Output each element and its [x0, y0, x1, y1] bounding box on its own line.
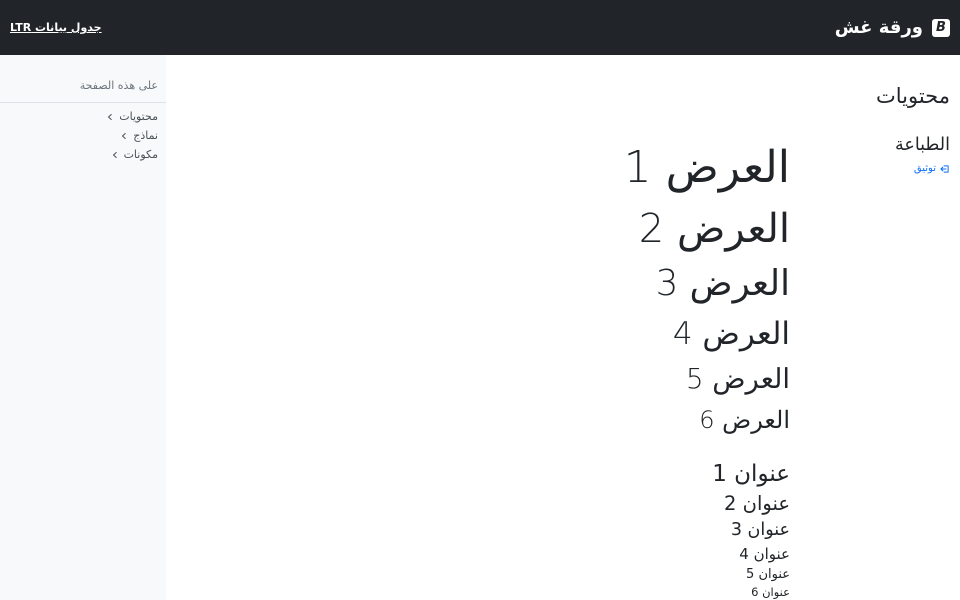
main-content [166, 55, 960, 600]
display-3: العرض 3 [655, 262, 790, 304]
headings-example [176, 461, 790, 600]
heading-2: عنوان 2 [724, 492, 790, 516]
navbar [0, 0, 960, 55]
sidebar-item-forms[interactable] [0, 126, 166, 145]
display-1: العرض 1 [623, 142, 790, 194]
brand-title: ورقة غش [834, 17, 923, 38]
sidebar-item-components[interactable] [0, 145, 166, 164]
display-2: العرض 2 [638, 205, 790, 252]
sidebar-item-label: محتويات [119, 110, 158, 123]
sidebar-item-label: مكونات [123, 148, 158, 161]
typography-examples [176, 135, 790, 600]
heading-1: عنوان 1 [712, 460, 790, 487]
sidebar-item-label: نماذج [133, 129, 158, 142]
sidebar-item-contents[interactable] [0, 107, 166, 126]
heading-4: عنوان 4 [739, 544, 790, 563]
display-5: العرض 5 [686, 362, 790, 395]
display-4: العرض 4 [672, 315, 790, 352]
heading-6: عنوان 6 [751, 585, 790, 600]
chevron-left-icon [120, 132, 128, 140]
typography-title: الطباعة [895, 135, 950, 156]
documentation-link-label: توثيق [913, 163, 936, 175]
display-headings-example [176, 142, 790, 434]
on-this-page-sidebar [0, 55, 166, 600]
box-arrow-left-icon [940, 164, 950, 174]
brand-link[interactable] [835, 17, 950, 38]
heading-5: عنوان 5 [746, 566, 790, 582]
ltr-cheatsheet-link[interactable]: جدول بيانات LTR [10, 21, 102, 34]
typography-article [176, 135, 950, 600]
article-heading-column [800, 135, 950, 174]
sidebar-header: على هذه الصفحة [0, 55, 166, 103]
section-title: محتويات [875, 84, 950, 108]
display-6: العرض 6 [699, 405, 790, 434]
bootstrap-logo-icon: B [932, 19, 950, 37]
documentation-link[interactable] [800, 163, 950, 174]
page-layout [0, 55, 960, 600]
sidebar-nav [0, 103, 166, 164]
heading-3: عنوان 3 [730, 519, 790, 540]
chevron-left-icon [106, 113, 114, 121]
chevron-left-icon [111, 151, 119, 159]
